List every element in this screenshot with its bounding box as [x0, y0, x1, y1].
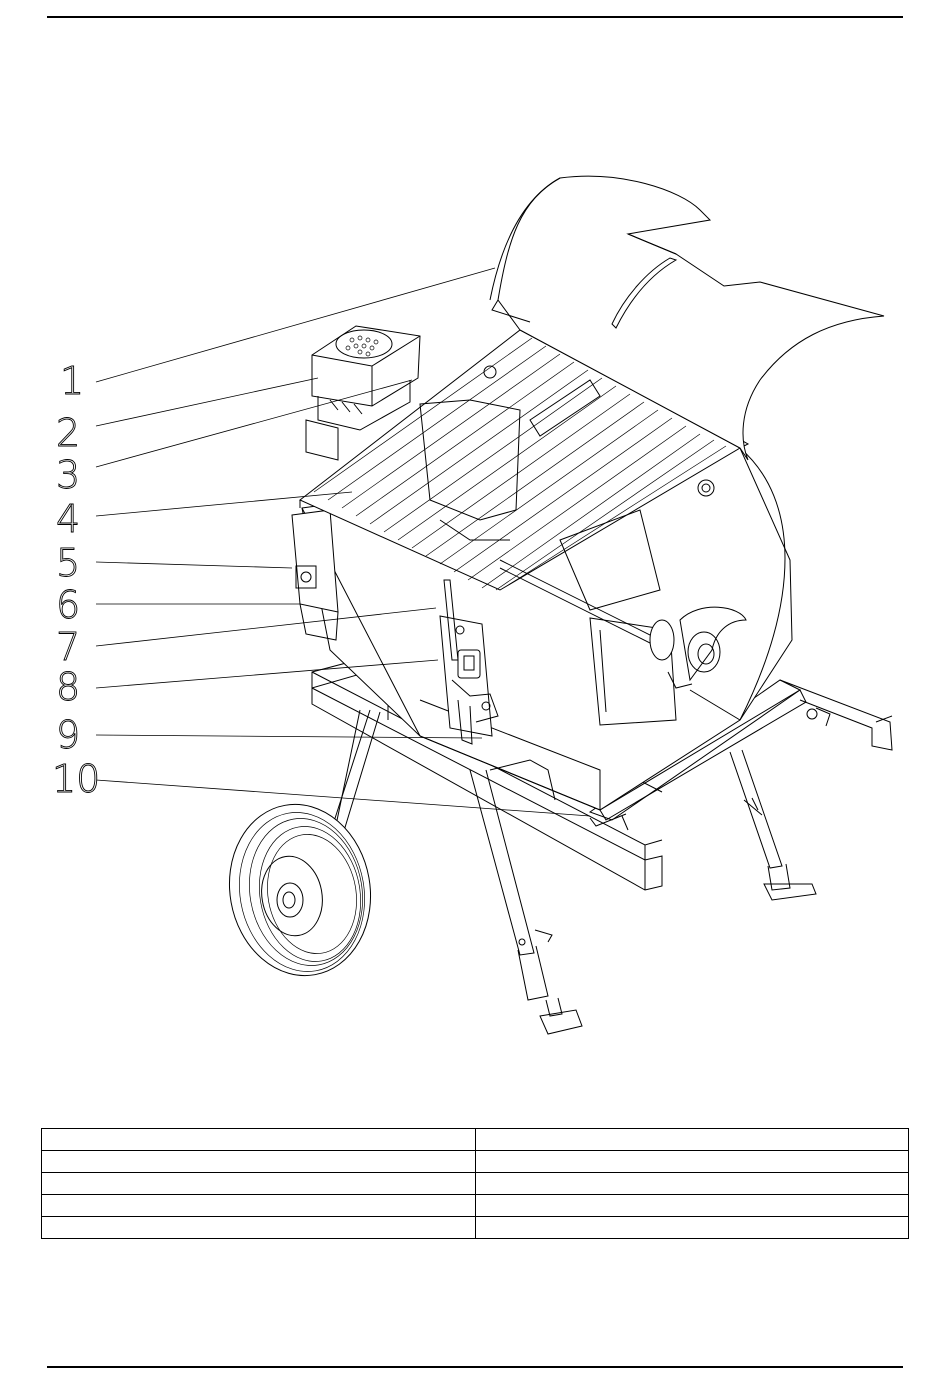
callout-7: 7	[56, 625, 81, 669]
callout-8: 8	[56, 665, 81, 709]
table-cell	[476, 1129, 909, 1151]
callout-6: 6	[56, 583, 81, 627]
table-cell	[476, 1151, 909, 1173]
table-row	[42, 1151, 909, 1173]
callout-9: 9	[56, 713, 81, 757]
callout-5: 5	[56, 541, 81, 585]
table-row	[42, 1173, 909, 1195]
table-cell	[476, 1173, 909, 1195]
bottom-rule	[47, 1366, 903, 1368]
table-cell	[42, 1217, 476, 1239]
callout-2: 2	[56, 411, 81, 455]
callout-numbers	[52, 359, 100, 801]
table-row	[42, 1129, 909, 1151]
callout-1: 1	[60, 359, 85, 403]
table-cell	[42, 1151, 476, 1173]
parts-table	[41, 1128, 909, 1239]
front-leg	[470, 770, 582, 1034]
table-cell	[476, 1195, 909, 1217]
table-row	[42, 1217, 909, 1239]
callout-3: 3	[56, 453, 81, 497]
callout-4: 4	[56, 497, 81, 541]
table-cell	[42, 1195, 476, 1217]
table-row	[42, 1195, 909, 1217]
callout-10: 10	[52, 757, 101, 801]
table-cell	[42, 1173, 476, 1195]
table-cell	[476, 1217, 909, 1239]
table-cell	[42, 1129, 476, 1151]
rear-leg	[730, 750, 816, 900]
wheel	[216, 793, 384, 987]
